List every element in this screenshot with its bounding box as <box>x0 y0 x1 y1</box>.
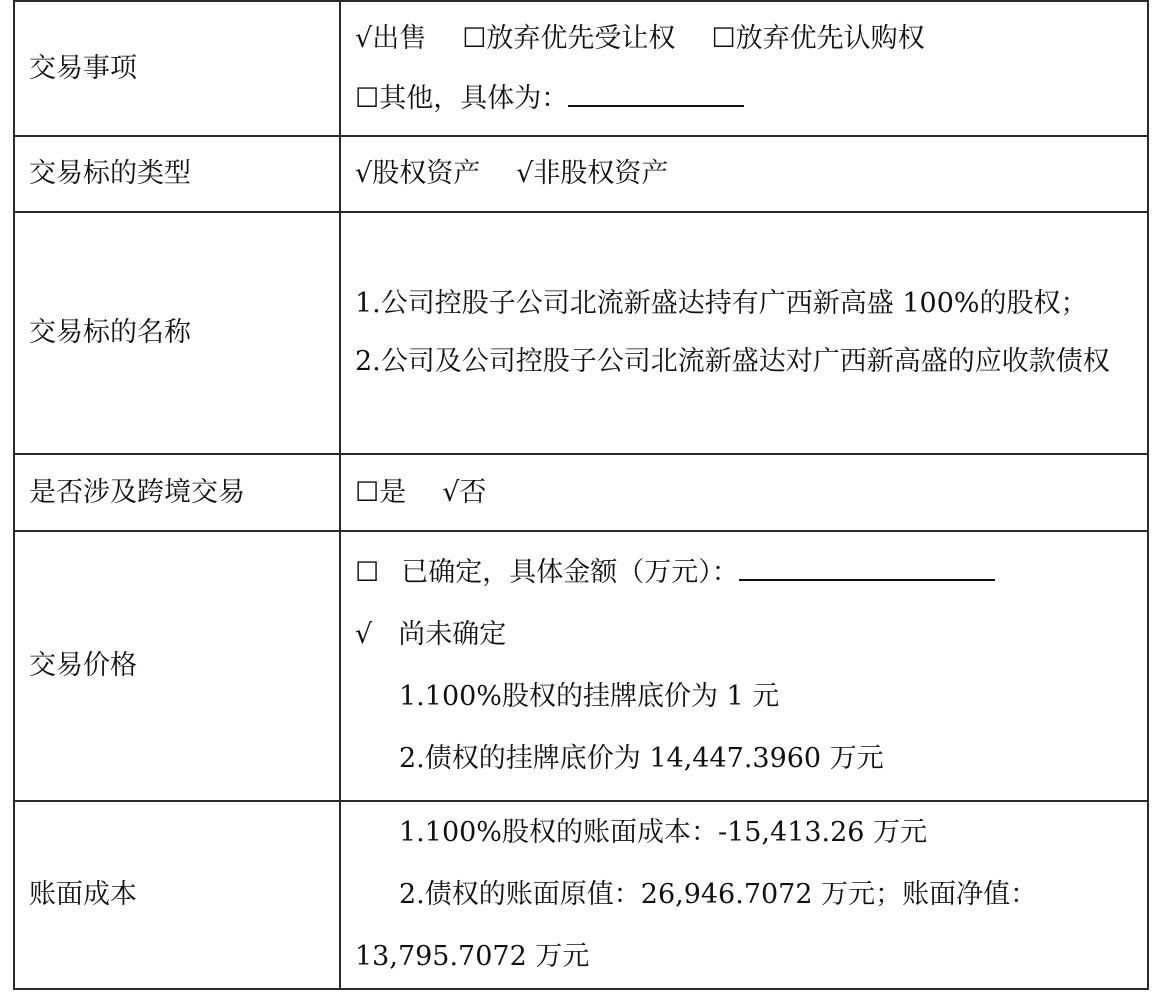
option-waive-preemptive-transfer: ☐放弃优先受让权 <box>462 23 676 55</box>
checkmark-icon: √ <box>355 619 373 650</box>
option-sell: √出售 <box>355 23 427 55</box>
label-transaction-price: 交易价格 <box>14 531 340 801</box>
book-cost-item-1: 1.100%股权的账面成本：-15,413.26 万元 <box>399 817 928 848</box>
value-target-type <box>340 136 1148 212</box>
transaction-options-line <box>355 21 1139 56</box>
transaction-info-table <box>13 0 1149 990</box>
option-other: ☐其他，具体为： <box>355 82 569 114</box>
value-transaction-item <box>340 1 1148 136</box>
value-cross-border <box>340 454 1148 531</box>
book-cost-item-2-cont: 13,795.7072 万元 <box>355 941 590 972</box>
row-book-cost <box>14 801 1148 989</box>
target-type-options <box>355 156 1139 191</box>
cross-border-options <box>355 475 1139 510</box>
label-transaction-item: 交易事项 <box>14 1 340 136</box>
row-target-type <box>14 136 1148 212</box>
row-target-name <box>14 212 1148 454</box>
option-no: √否 <box>442 476 487 508</box>
price-item-1: 1.100%股权的挂牌底价为 1 元 <box>399 681 780 712</box>
price-item-2: 2.债权的挂牌底价为 14,447.3960 万元 <box>399 743 884 774</box>
row-cross-border <box>14 454 1148 531</box>
value-target-name <box>340 212 1148 454</box>
value-transaction-price <box>340 531 1148 801</box>
option-yes: ☐是 <box>355 476 407 508</box>
option-equity-asset: √股权资产 <box>355 158 481 190</box>
value-book-cost <box>340 801 1148 989</box>
label-book-cost: 账面成本 <box>14 801 340 989</box>
price-undetermined-line <box>355 604 1139 666</box>
target-name-item-2: 2.公司及公司控股子公司北流新盛达对广西新高盛的应收款债权 <box>355 346 1110 377</box>
blank-underline <box>568 104 744 107</box>
label-cross-border: 是否涉及跨境交易 <box>14 454 340 531</box>
row-transaction-price <box>14 531 1148 801</box>
price-determined-label: 已确定，具体金额（万元）： <box>401 557 739 588</box>
label-target-name: 交易标的名称 <box>14 212 340 454</box>
target-name-item-1: 1.公司控股子公司北流新盛达持有广西新高盛 100%的股权； <box>355 288 1088 319</box>
option-non-equity-asset: √非股权资产 <box>516 158 669 190</box>
price-determined-line <box>355 542 1139 604</box>
book-cost-item-2: 2.债权的账面原值：26,946.7072 万元；账面净值： <box>399 879 1038 910</box>
price-undetermined-label: 尚未确定 <box>398 619 507 650</box>
row-transaction-item <box>14 1 1148 136</box>
label-target-type: 交易标的类型 <box>14 136 340 212</box>
transaction-other-line <box>355 81 1139 116</box>
option-waive-preemptive-subscription: ☐放弃优先认购权 <box>711 23 925 55</box>
checkbox-empty-icon: ☐ <box>355 557 380 588</box>
amount-blank-underline <box>739 578 995 581</box>
